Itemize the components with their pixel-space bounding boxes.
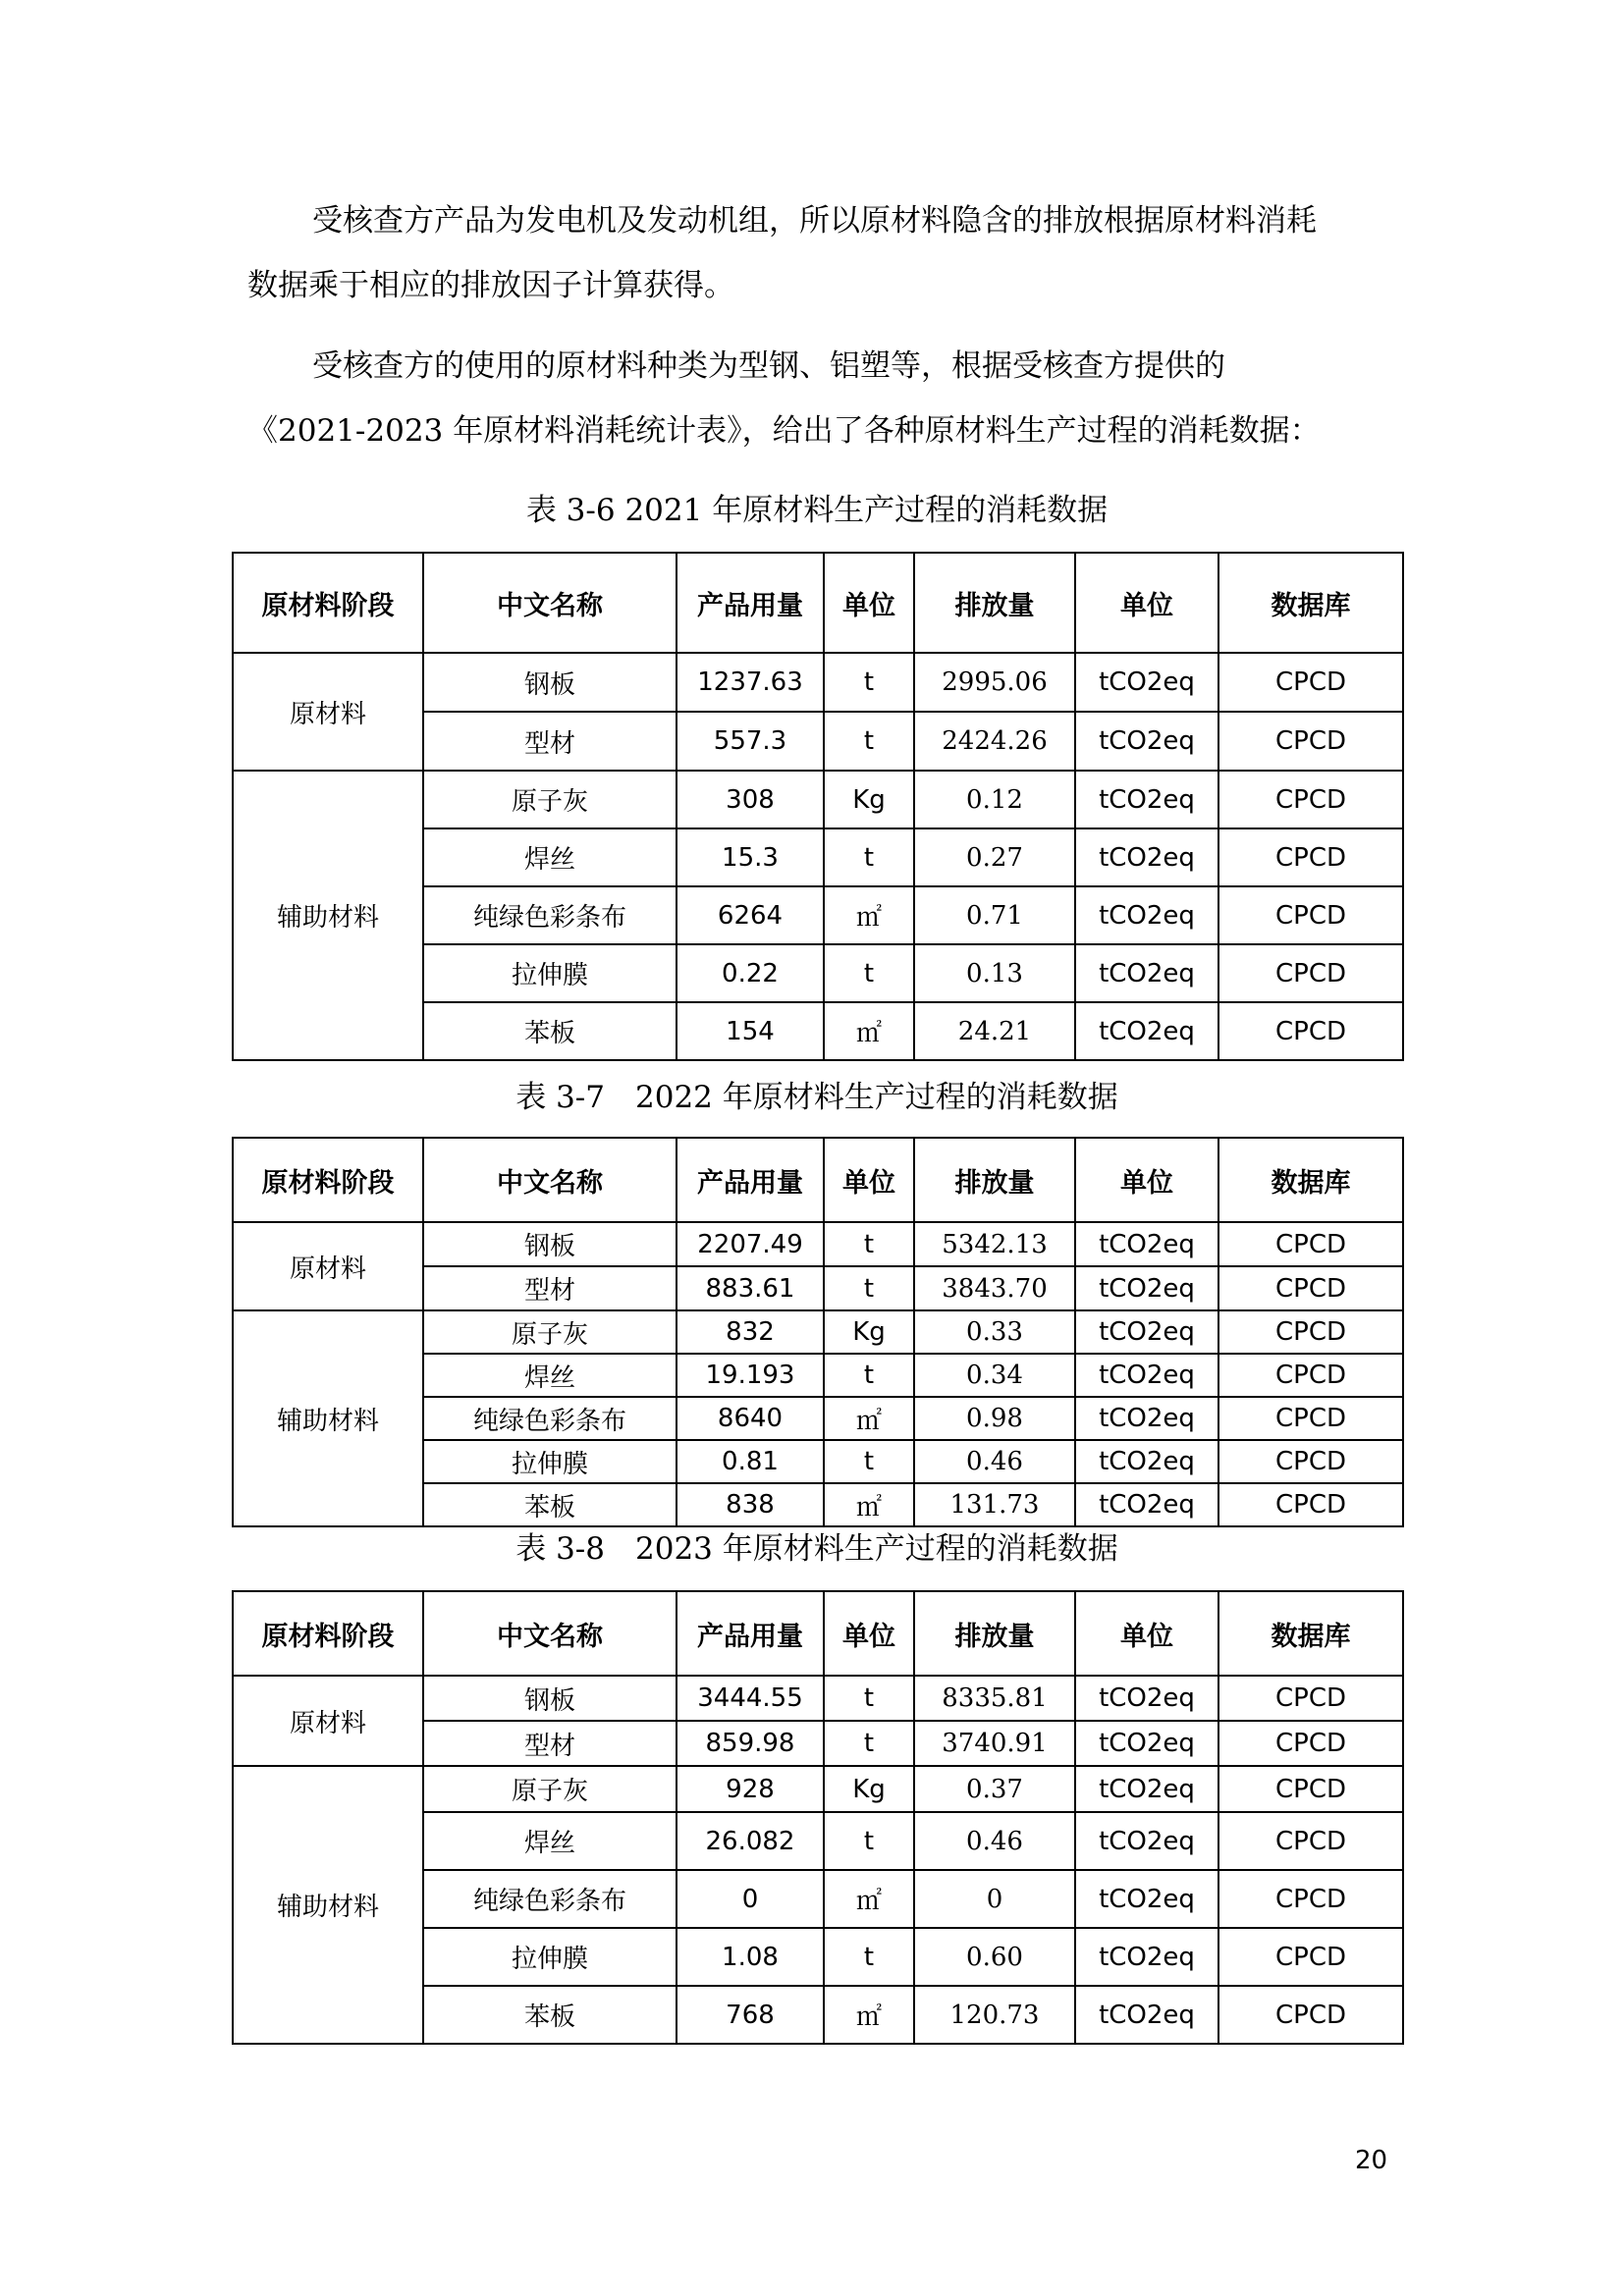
unit-cell: t <box>824 1266 914 1310</box>
emission-cell: 0.71 <box>914 886 1075 944</box>
materials-paragraph <box>247 334 1386 463</box>
database-cell: CPCD <box>1218 653 1403 712</box>
emission-unit-cell: tCO2eq <box>1075 1310 1218 1354</box>
database-cell: CPCD <box>1218 1766 1403 1812</box>
unit-cell: Kg <box>824 771 914 828</box>
name-cell: 苯板 <box>423 1986 677 2044</box>
table-2022 <box>232 1137 1404 1527</box>
emission-unit-cell: tCO2eq <box>1075 1354 1218 1397</box>
name-cell: 拉伸膜 <box>423 944 677 1002</box>
quantity-cell: 0 <box>677 1870 824 1928</box>
stage-cell: 原材料 <box>233 1222 423 1310</box>
database-cell: CPCD <box>1218 944 1403 1002</box>
emission-unit-cell: tCO2eq <box>1075 1397 1218 1440</box>
table-2022-caption: 表 3-7 2022 年原材料生产过程的消耗数据 <box>515 1080 1118 1115</box>
table-row <box>233 653 1403 712</box>
intro-paragraph <box>247 188 1386 318</box>
unit-cell: t <box>824 1222 914 1266</box>
quantity-cell: 0.22 <box>677 944 824 1002</box>
stage-cell: 原材料 <box>233 653 423 771</box>
name-cell: 拉伸膜 <box>423 1440 677 1483</box>
unit-cell: Kg <box>824 1766 914 1812</box>
emission-cell: 3843.70 <box>914 1266 1075 1310</box>
database-cell: CPCD <box>1218 1721 1403 1766</box>
unit-cell: ㎡ <box>824 1986 914 2044</box>
header-name: 中文名称 <box>423 1138 677 1222</box>
quantity-cell: 557.3 <box>677 712 824 771</box>
quantity-cell: 154 <box>677 1002 824 1060</box>
name-cell: 钢板 <box>423 653 677 712</box>
table-header-row <box>233 1591 1403 1676</box>
stage-cell: 辅助材料 <box>233 1310 423 1526</box>
table-row <box>233 771 1403 828</box>
unit-cell: t <box>824 1676 914 1721</box>
unit-cell: t <box>824 944 914 1002</box>
unit-cell: ㎡ <box>824 1870 914 1928</box>
name-cell: 原子灰 <box>423 771 677 828</box>
emission-cell: 0.27 <box>914 828 1075 886</box>
name-cell: 焊丝 <box>423 1354 677 1397</box>
quantity-cell: 8640 <box>677 1397 824 1440</box>
database-cell: CPCD <box>1218 1483 1403 1526</box>
emission-cell: 3740.91 <box>914 1721 1075 1766</box>
header-stage: 原材料阶段 <box>233 1138 423 1222</box>
quantity-cell: 3444.55 <box>677 1676 824 1721</box>
name-cell: 型材 <box>423 1266 677 1310</box>
name-cell: 焊丝 <box>423 1812 677 1870</box>
name-cell: 型材 <box>423 712 677 771</box>
materials-line-2: 《2021-2023 年原材料消耗统计表》，给出了各种原材料生产过程的消耗数据： <box>247 413 1321 449</box>
database-cell: CPCD <box>1218 1266 1403 1310</box>
quantity-cell: 15.3 <box>677 828 824 886</box>
name-cell: 焊丝 <box>423 828 677 886</box>
header-stage: 原材料阶段 <box>233 553 423 653</box>
database-cell: CPCD <box>1218 1440 1403 1483</box>
header-name: 中文名称 <box>423 1591 677 1676</box>
table-row <box>233 1676 1403 1721</box>
emission-cell: 0.33 <box>914 1310 1075 1354</box>
quantity-cell: 768 <box>677 1986 824 2044</box>
emission-cell: 0.46 <box>914 1440 1075 1483</box>
unit-cell: t <box>824 712 914 771</box>
unit-cell: t <box>824 828 914 886</box>
table-2021-caption: 表 3-6 2021 年原材料生产过程的消耗数据 <box>525 493 1109 528</box>
database-cell: CPCD <box>1218 1986 1403 2044</box>
unit-cell: t <box>824 1928 914 1986</box>
database-cell: CPCD <box>1218 1354 1403 1397</box>
intro-line-1: 受核查方产品为发电机及发动机组，所以原材料隐含的排放根据原材料消耗 <box>312 203 1317 239</box>
database-cell: CPCD <box>1218 1676 1403 1721</box>
stage-cell: 辅助材料 <box>233 1766 423 2044</box>
emission-cell: 120.73 <box>914 1986 1075 2044</box>
header-database: 数据库 <box>1218 1138 1403 1222</box>
emission-cell: 0.46 <box>914 1812 1075 1870</box>
name-cell: 纯绿色彩条布 <box>423 1397 677 1440</box>
name-cell: 拉伸膜 <box>423 1928 677 1986</box>
table-2021 <box>232 552 1404 1061</box>
header-emission-unit: 单位 <box>1075 1138 1218 1222</box>
emission-cell: 0 <box>914 1870 1075 1928</box>
unit-cell: t <box>824 1721 914 1766</box>
emission-cell: 2424.26 <box>914 712 1075 771</box>
emission-cell: 131.73 <box>914 1483 1075 1526</box>
header-database: 数据库 <box>1218 553 1403 653</box>
table-header-row <box>233 1138 1403 1222</box>
header-emission: 排放量 <box>914 553 1075 653</box>
quantity-cell: 883.61 <box>677 1266 824 1310</box>
header-emission: 排放量 <box>914 1138 1075 1222</box>
emission-cell: 0.12 <box>914 771 1075 828</box>
emission-unit-cell: tCO2eq <box>1075 1266 1218 1310</box>
emission-unit-cell: tCO2eq <box>1075 828 1218 886</box>
quantity-cell: 859.98 <box>677 1721 824 1766</box>
header-unit: 单位 <box>824 1591 914 1676</box>
name-cell: 纯绿色彩条布 <box>423 1870 677 1928</box>
emission-cell: 0.60 <box>914 1928 1075 1986</box>
quantity-cell: 838 <box>677 1483 824 1526</box>
unit-cell: t <box>824 653 914 712</box>
name-cell: 钢板 <box>423 1676 677 1721</box>
emission-cell: 5342.13 <box>914 1222 1075 1266</box>
name-cell: 型材 <box>423 1721 677 1766</box>
database-cell: CPCD <box>1218 1002 1403 1060</box>
database-cell: CPCD <box>1218 1397 1403 1440</box>
quantity-cell: 1.08 <box>677 1928 824 1986</box>
emission-unit-cell: tCO2eq <box>1075 1721 1218 1766</box>
database-cell: CPCD <box>1218 828 1403 886</box>
header-name: 中文名称 <box>423 553 677 653</box>
emission-unit-cell: tCO2eq <box>1075 1676 1218 1721</box>
quantity-cell: 0.81 <box>677 1440 824 1483</box>
name-cell: 苯板 <box>423 1483 677 1526</box>
unit-cell: t <box>824 1354 914 1397</box>
emission-cell: 0.13 <box>914 944 1075 1002</box>
name-cell: 原子灰 <box>423 1310 677 1354</box>
quantity-cell: 26.082 <box>677 1812 824 1870</box>
emission-unit-cell: tCO2eq <box>1075 653 1218 712</box>
database-cell: CPCD <box>1218 1310 1403 1354</box>
emission-unit-cell: tCO2eq <box>1075 886 1218 944</box>
quantity-cell: 928 <box>677 1766 824 1812</box>
database-cell: CPCD <box>1218 1812 1403 1870</box>
emission-unit-cell: tCO2eq <box>1075 1986 1218 2044</box>
unit-cell: ㎡ <box>824 886 914 944</box>
table-header-row <box>233 553 1403 653</box>
name-cell: 苯板 <box>423 1002 677 1060</box>
emission-unit-cell: tCO2eq <box>1075 944 1218 1002</box>
header-stage: 原材料阶段 <box>233 1591 423 1676</box>
unit-cell: ㎡ <box>824 1002 914 1060</box>
emission-unit-cell: tCO2eq <box>1075 1440 1218 1483</box>
emission-unit-cell: tCO2eq <box>1075 1002 1218 1060</box>
database-cell: CPCD <box>1218 1222 1403 1266</box>
materials-line-1: 受核查方的使用的原材料种类为型钢、铝塑等，根据受核查方提供的 <box>312 348 1225 384</box>
emission-unit-cell: tCO2eq <box>1075 1928 1218 1986</box>
emission-unit-cell: tCO2eq <box>1075 771 1218 828</box>
table-row <box>233 1310 1403 1354</box>
emission-unit-cell: tCO2eq <box>1075 1812 1218 1870</box>
emission-cell: 0.98 <box>914 1397 1075 1440</box>
stage-cell: 原材料 <box>233 1676 423 1766</box>
emission-unit-cell: tCO2eq <box>1075 1222 1218 1266</box>
emission-unit-cell: tCO2eq <box>1075 1766 1218 1812</box>
quantity-cell: 1237.63 <box>677 653 824 712</box>
quantity-cell: 6264 <box>677 886 824 944</box>
unit-cell: ㎡ <box>824 1397 914 1440</box>
name-cell: 钢板 <box>423 1222 677 1266</box>
quantity-cell: 832 <box>677 1310 824 1354</box>
header-unit: 单位 <box>824 553 914 653</box>
name-cell: 原子灰 <box>423 1766 677 1812</box>
table-2023 <box>232 1590 1404 2045</box>
header-unit: 单位 <box>824 1138 914 1222</box>
intro-line-2: 数据乘于相应的排放因子计算获得。 <box>247 268 734 303</box>
emission-cell: 8335.81 <box>914 1676 1075 1721</box>
table-row <box>233 1222 1403 1266</box>
quantity-cell: 19.193 <box>677 1354 824 1397</box>
emission-cell: 0.37 <box>914 1766 1075 1812</box>
database-cell: CPCD <box>1218 771 1403 828</box>
header-emission: 排放量 <box>914 1591 1075 1676</box>
unit-cell: ㎡ <box>824 1483 914 1526</box>
header-quantity: 产品用量 <box>677 553 824 653</box>
quantity-cell: 308 <box>677 771 824 828</box>
header-quantity: 产品用量 <box>677 1591 824 1676</box>
table-row <box>233 1766 1403 1812</box>
database-cell: CPCD <box>1218 712 1403 771</box>
database-cell: CPCD <box>1218 1870 1403 1928</box>
header-emission-unit: 单位 <box>1075 553 1218 653</box>
emission-unit-cell: tCO2eq <box>1075 712 1218 771</box>
table-2023-caption: 表 3-8 2023 年原材料生产过程的消耗数据 <box>515 1531 1118 1567</box>
name-cell: 纯绿色彩条布 <box>423 886 677 944</box>
emission-unit-cell: tCO2eq <box>1075 1483 1218 1526</box>
header-quantity: 产品用量 <box>677 1138 824 1222</box>
emission-cell: 2995.06 <box>914 653 1075 712</box>
unit-cell: t <box>824 1812 914 1870</box>
emission-unit-cell: tCO2eq <box>1075 1870 1218 1928</box>
quantity-cell: 2207.49 <box>677 1222 824 1266</box>
header-database: 数据库 <box>1218 1591 1403 1676</box>
emission-cell: 0.34 <box>914 1354 1075 1397</box>
header-emission-unit: 单位 <box>1075 1591 1218 1676</box>
page-number: 20 <box>1355 2146 1388 2175</box>
unit-cell: t <box>824 1440 914 1483</box>
emission-cell: 24.21 <box>914 1002 1075 1060</box>
stage-cell: 辅助材料 <box>233 771 423 1060</box>
database-cell: CPCD <box>1218 1928 1403 1986</box>
database-cell: CPCD <box>1218 886 1403 944</box>
unit-cell: Kg <box>824 1310 914 1354</box>
